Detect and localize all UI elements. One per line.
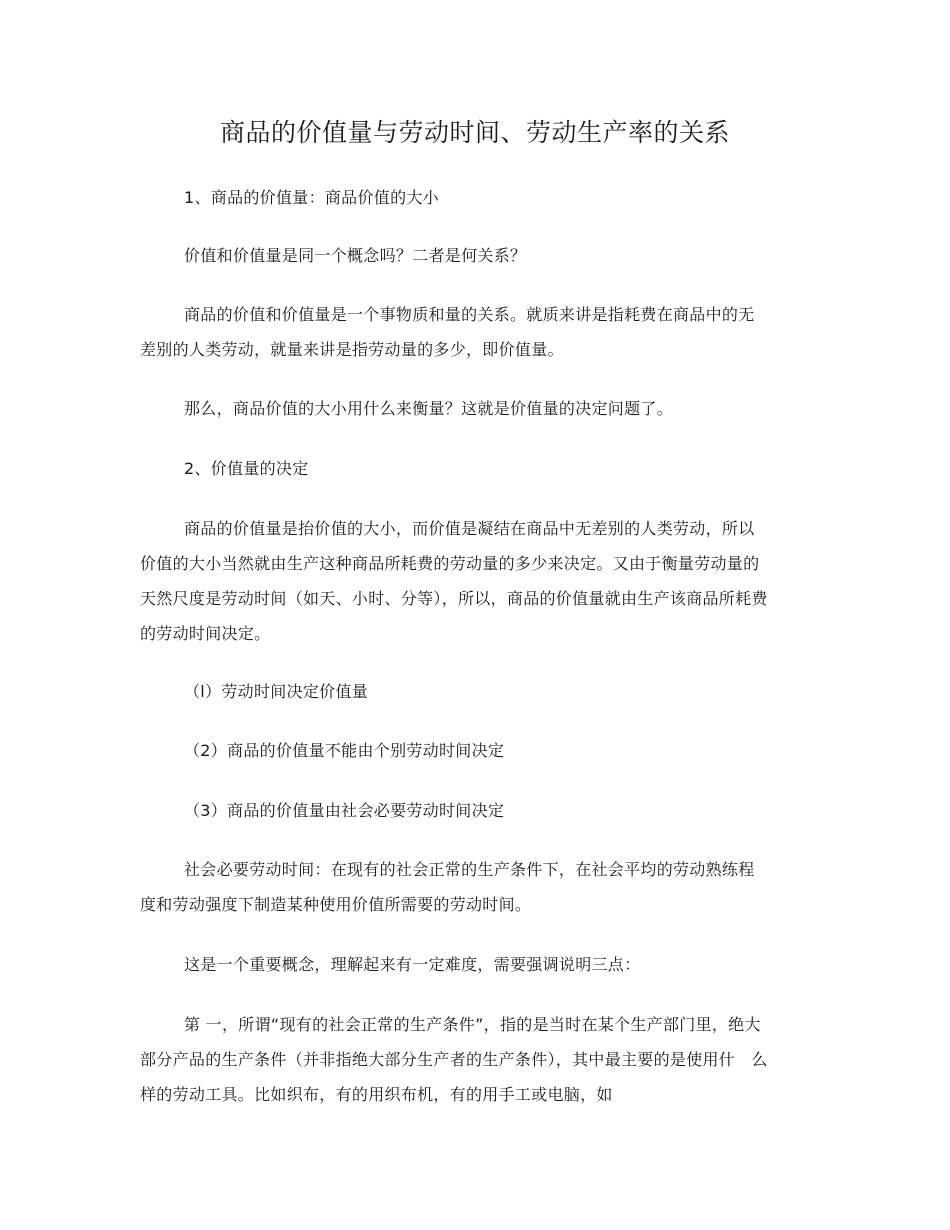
list-item-individual-labor: （2）商品的价值量不能由个别劳动时间决定: [184, 741, 505, 760]
list-item-labor-time: （l）劳动时间决定价值量: [184, 682, 369, 701]
paragraph-social-necessary-definition: 社会必要劳动时间：在现有的社会正常的生产条件下，在社会平均的劳动熟练程度和劳动强度下制造某种使用价值所需要的劳动时间。: [140, 860, 755, 914]
paragraph-section-heading: 2、价值量的决定: [184, 459, 309, 478]
paragraph-question: 价值和价值量是同一个概念吗？二者是何关系？: [184, 246, 527, 265]
paragraph-three-points: 这是一个重要概念，理解起来有一定难度，需要强调说明三点：: [184, 955, 641, 974]
document-title: 商品的价值量与劳动时间、劳动生产率的关系: [219, 118, 730, 147]
paragraph-value-quantity-definition: 1、商品的价值量：商品价值的大小: [184, 188, 439, 207]
paragraph-first-point: 第 一，所谓“现有的社会正常的生产条件”，指的是当时在某个生产部门里，绝大部分产品的生产条件（并非指绝大部分生产者的生产条件），其中最主要的是使用什 么样的劳动工具。比如织布，有的用织布机，有的用手工或电脑，如: [140, 1015, 768, 1104]
paragraph-value-determination: 商品的价值量是抬价值的大小，而价值是凝结在商品中无差别的人类劳动，所以价值的大小当然就由生产这种商品所耗费的劳动量的多少来决定。又由于衡量劳动量的天然尺度是劳动时间（如天、小时、分等），所以，商品的价值量就由生产该商品所耗费的劳动时间决定。: [140, 519, 768, 643]
list-item-social-necessary: （3）商品的价值量由社会必要劳动时间决定: [184, 801, 505, 820]
paragraph-value-relation: 商品的价值和价值量是一个事物质和量的关系。就质来讲是指耗费在商品中的无差别的人类劳动，就量来讲是指劳动量的多少，即价值量。: [140, 305, 755, 359]
paragraph-measure-question: 那么，商品价值的大小用什么来衡量？这就是价值量的决定问题了。: [184, 399, 674, 418]
